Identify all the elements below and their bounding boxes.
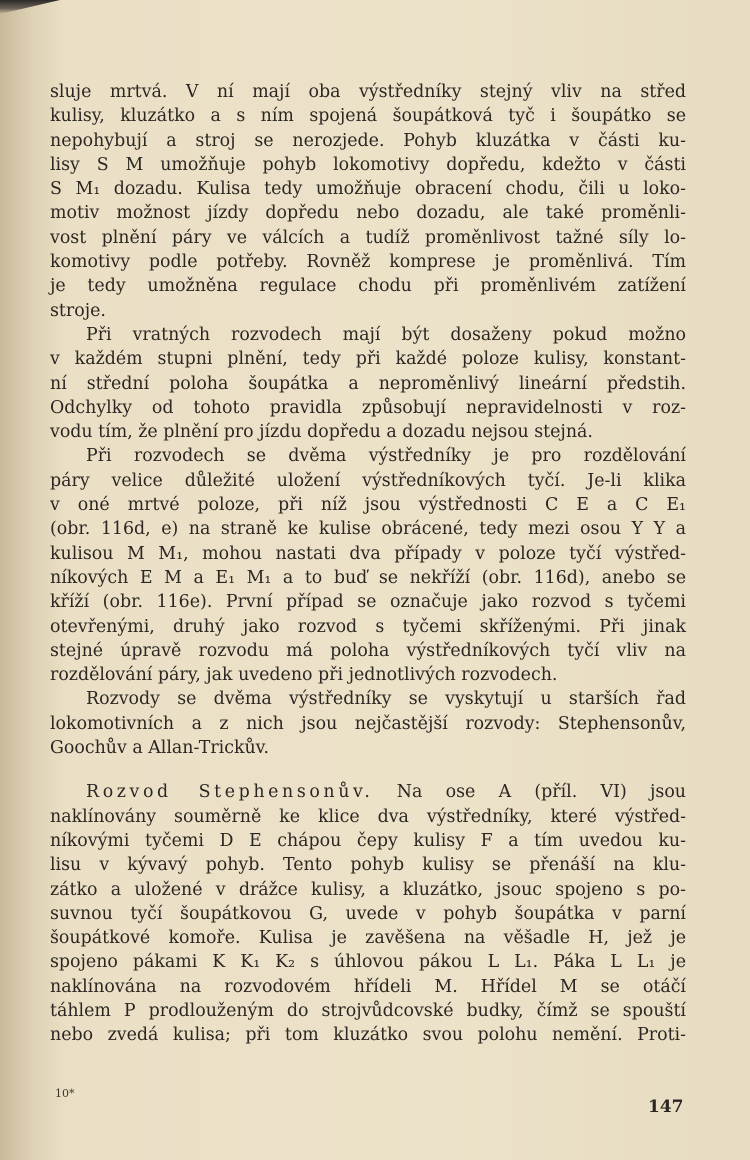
text-line: páry velice důležité uložení výstředníkových tyčí. Je-li klika: [50, 470, 686, 491]
text-line: suvnou tyčí šoupátkovou G, uvede v pohyb šoupátka v parní: [50, 903, 686, 924]
text-line: stejné úpravě rozvodu má poloha výstředníkových tyčí vliv na: [50, 640, 686, 661]
text-line: níkových E M a E₁ M₁ a to buď se nekříží (obr. 116d), anebo se: [50, 567, 686, 588]
text-line: otevřenými, druhý jako rozvod s tyčemi skříženými. Při jinak: [50, 616, 686, 637]
signature-mark: 10*: [55, 1087, 75, 1100]
text-line: Odchylky od tohoto pravidla způsobují nepravidelnosti v roz-: [50, 397, 686, 418]
text-line: Při rozvodech se dvěma výstředníky je pro rozdělování: [86, 446, 686, 467]
paragraph-5: [50, 780, 686, 1047]
text-line: Goochův a Allan-Trickův.: [50, 738, 269, 759]
page-corner-shadow: [0, 0, 60, 14]
text-line: nebo zvedá kulisa; při tom kluzátko svou polohu nemění. Proti-: [50, 1025, 686, 1046]
body-text: [50, 80, 686, 1048]
paragraph-2: [50, 323, 686, 444]
text-line: lokomotivních a z nich jsou nejčastější rozvody: Stephensonův,: [50, 713, 686, 734]
text-line: (obr. 116d, e) na straně ke kulise obrácené, tedy mezi osou Y Y a: [50, 519, 686, 540]
text-line: ní střední poloha šoupátka a neproměnlivý lineární předstih.: [50, 373, 686, 394]
text-line: komotivy podle potřeby. Rovněž komprese je proměnlivá. Tím: [50, 252, 686, 273]
text-line: rozdělování páry, jak uvedeno při jednotlivých rozvodech.: [50, 665, 558, 686]
page-number: 147: [648, 1097, 684, 1117]
text-line: v každém stupni plnění, tedy při každé poloze kulisy, konstant-: [50, 349, 686, 370]
text-line: sluje mrtvá. V ní mají oba výstředníky stejný vliv na střed: [50, 82, 686, 102]
text-line: v oné mrtvé poloze, při níž jsou výstřednosti C E a C E₁: [50, 495, 686, 516]
text-line: Při vratných rozvodech mají být dosaženy pokud možno: [86, 324, 686, 345]
text-line-rest: Na ose A (příl. VI) jsou: [396, 782, 686, 803]
text-line: spojeno pákami K K₁ K₂ s úhlovou pákou L L₁. Páka L L₁ je: [50, 952, 686, 973]
text-line: [50, 780, 686, 804]
text-line: naklínovány souměrně ke klice dva výstředníky, které výstřed-: [50, 806, 686, 827]
text-line: lisy S M umožňuje pohyb lokomotivy dopředu, kdežto v části: [50, 154, 686, 175]
text-line: S M₁ dozadu. Kulisa tedy umožňuje obracení chodu, čili u loko-: [50, 179, 686, 200]
text-line: zátko a uložené v drážce kulisy, a kluzátko, jsouc spojeno s po-: [50, 879, 686, 900]
text-line: kříží (obr. 116e). První případ se označuje jako rozvod s tyčemi: [50, 592, 686, 613]
text-line: šoupátkové komoře. Kulisa je zavěšena na věšadle H, jež je: [50, 928, 686, 949]
text-line: Rozvody se dvěma výstředníky se vyskytují u starších řad: [86, 689, 686, 710]
text-line: naklínována na rozvodovém hřídeli M. Hřídel M se otáčí: [50, 976, 686, 997]
paragraph-1: [50, 80, 686, 323]
text-line: je tedy umožněna regulace chodu při proměnlivém zatížení: [50, 276, 686, 297]
paragraph-4: [50, 687, 686, 760]
text-line: vodu tím, že plnění pro jízdu dopředu a dozadu nejsou stejná.: [50, 422, 593, 443]
text-line: lisu v kývavý pohyb. Tento pohyb kulisy se přenáší na klu-: [50, 855, 686, 876]
text-line: níkovými tyčemi D E chápou čepy kulisy F a tím uvedou ku-: [50, 830, 686, 851]
text-line: motiv možnost jízdy dopředu nebo dozadu, ale také proměnli-: [50, 203, 686, 224]
text-line: stroje.: [50, 300, 106, 321]
text-line: táhlem P prodlouženým do strojvůdcovské budky, čímž se spouští: [50, 1000, 686, 1021]
text-line: kulisou M M₁, mohou nastati dva případy v poloze tyčí výstřed-: [50, 543, 686, 564]
text-line: kulisy, kluzátko a s ním spojená šoupátková tyč i šoupátko se: [50, 106, 686, 127]
section-heading: Rozvod Stephensonův.: [86, 782, 374, 803]
text-line: nepohybují a stroj se nerozjede. Pohyb kluzátka v části ku-: [50, 130, 686, 151]
paragraph-3: [50, 444, 686, 687]
text-line: vost plnění páry ve válcích a tudíž proměnlivost tažné síly lo-: [50, 227, 686, 248]
